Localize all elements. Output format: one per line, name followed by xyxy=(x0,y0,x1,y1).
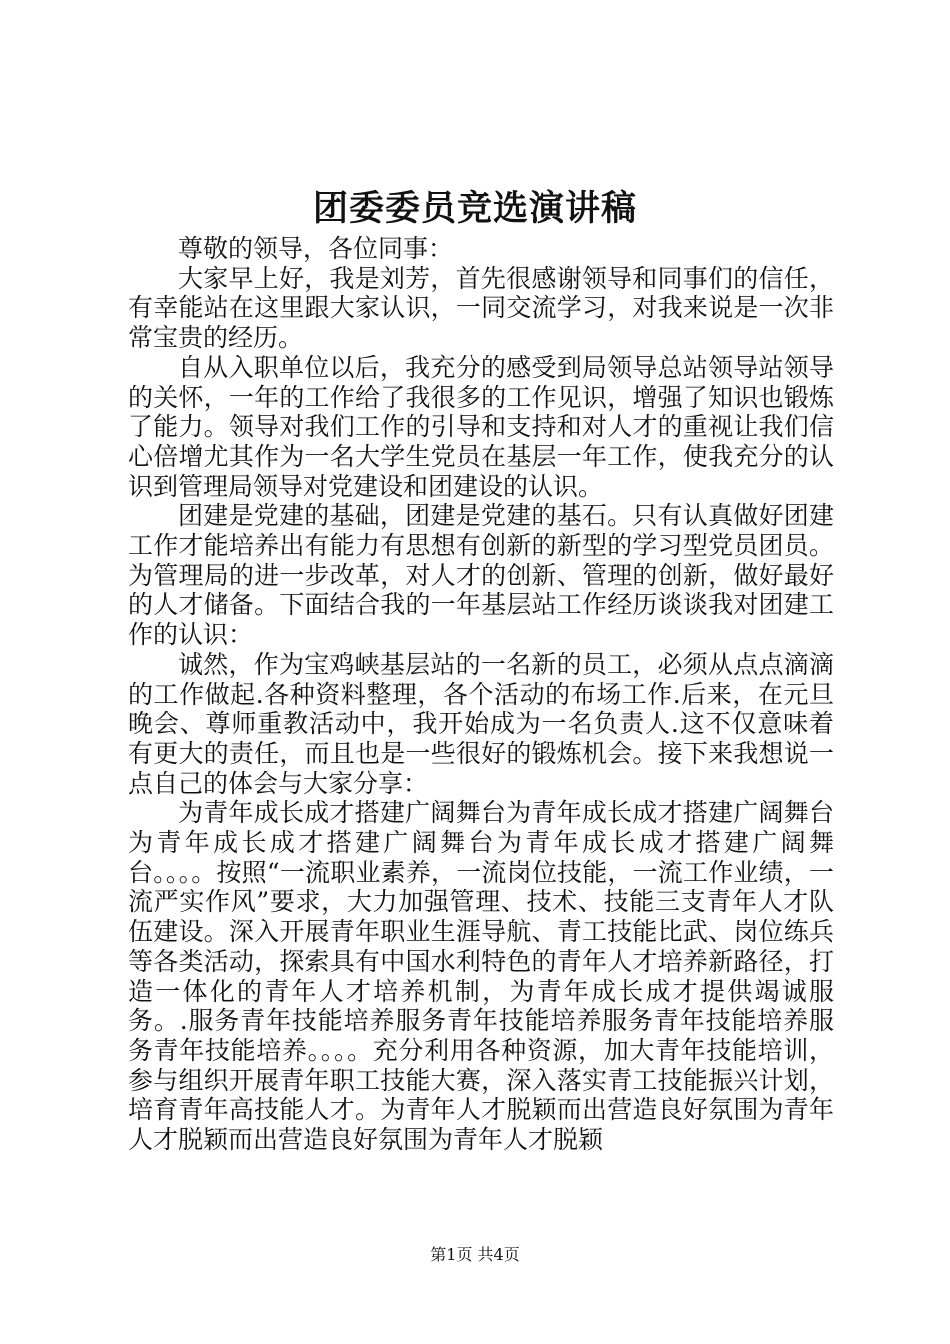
paragraph-team-building: 团建是党建的基础，团建是党建的基石。只有认真做好团建工作才能培养出有能力有思想有创新的新型的学习型党员团员。为管理局的进一步改革，对人才的创新、管理的创新，做好最好的人才储备。下面结合我的一年基层站工作经历谈谈我对团建工作的认识： xyxy=(128,501,834,650)
paragraph-salutation: 尊敬的领导，各位同事： xyxy=(178,234,454,263)
paragraph-youth-talent: 为青年成长成才搭建广阔舞台为青年成长成才搭建广阔舞台为青年成长成才搭建广阔舞台为青年成长成才搭建广阔舞台。。。。按照“一流职业素养，一流岗位技能，一流工作业绩，一流严实作风”要求，大力加强管理、技术、技能三支青年人才队伍建设。深入开展青年职业生涯导航、青工技能比武、岗位练兵等各类活动，探索具有中国水利特色的青年人才培养新路径，打造一体化的青年人才培养机制，为青年成长成才提供竭诚服务。.服务青年技能培养服务青年技能培养服务青年技能培养服务青年技能培养。。。。充分利用各种资源，加大青年技能培训，参与组织开展青年职工技能大赛，深入落实青工技能振兴计划，培育青年高技能人才。为青年人才脱颖而出营造良好氛围为青年人才脱颖而出营造良好氛围为青年人才脱颖 xyxy=(128,798,834,1155)
document-title: 团委委员竞选演讲稿 xyxy=(312,188,637,229)
paragraph-greeting: 大家早上好，我是刘芳，首先很感谢领导和同事们的信任，有幸能站在这里跟大家认识，一同交流学习，对我来说是一次非常宝贵的经历。 xyxy=(128,263,834,353)
document-body xyxy=(128,234,834,1155)
paragraph-work-history: 诚然，作为宝鸡峡基层站的一名新的员工，必须从点点滴滴的工作做起.各种资料整理，各个活动的布场工作.后来，在元旦晚会、尊师重教活动中，我开始成为一名负责人.这不仅意味着有更大的责任，而且也是一些很好的锻炼机会。接下来我想说一点自己的体会与大家分享： xyxy=(128,649,834,798)
paragraph-experience: 自从入职单位以后，我充分的感受到局领导总站领导站领导的关怀，一年的工作给了我很多的工作见识，增强了知识也锻炼了能力。领导对我们工作的引导和支持和对人才的重视让我们信心倍增尤其作为一名大学生党员在基层一年工作，使我充分的认识到管理局领导对党建设和团建设的认识。 xyxy=(128,352,834,501)
page-number-footer: 第1页 共4页 xyxy=(430,1245,520,1264)
